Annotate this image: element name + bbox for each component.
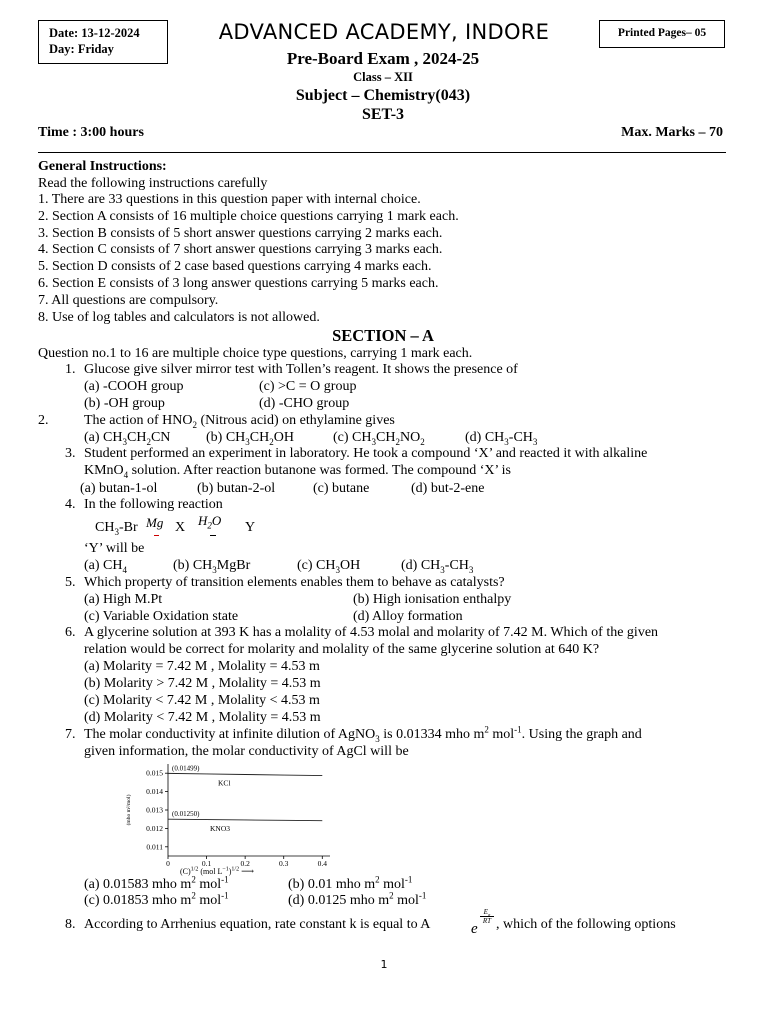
q7-option-d: (d) 0.0125 mho $m^2$ mol$^{-1}$ [288,890,427,908]
q5-option-a: (a) High M.Pt [84,592,163,607]
q8-exponent: $E_a$ RT [480,908,494,925]
q4-intermediate-x: X [175,520,186,535]
instruction-item: 1. There are 33 questions in this question paper with internal choice. [38,192,421,207]
q4-arrow-mark [154,531,159,536]
q1-options-row1 [0,379,768,396]
q4-options [0,558,768,575]
q4-arrow-mark [210,535,216,536]
q5-option-d: (d) Alloy formation [353,609,463,624]
q1-number: 1. [65,362,76,377]
series-name-label: KCl [218,778,231,788]
instruction-item: 6. Section E consists of 3 long answer questions carrying 5 marks each. [38,275,439,291]
instruction-item: 3. Section B consists of 5 short answer questions carrying 2 marks each. [38,225,443,241]
q7-options-row1 [0,874,768,894]
q1-option-b: (b) -OH group [84,396,165,411]
q1-option-c: (c) >C = O group [259,379,357,394]
q3-option-c: (c) butane [313,481,370,496]
q5-number: 5. [65,575,76,590]
q3-option-d: (d) but-2-ene [411,481,485,496]
q6-option-d: (d) Molarity < 7.42 M , Molality = 4.53 m [84,710,321,725]
section-title: SECTION – A [332,326,434,345]
x-tick-label: 0.4 [317,859,327,868]
q8-exp-base: e [471,921,478,937]
printed-pages-box: Printed Pages– 05 [599,20,725,48]
q2-option-b: (b) $CH_3CH_2OH$ [206,430,294,447]
series-intercept-label: (0.01499) [172,764,200,773]
chart-x-axis-label: $(C)^{1/2}$ (mol $L^{-1})^{1/2}$ ⟶ [180,866,254,876]
q3-option-a: (a) butan-1-ol [80,481,158,496]
q6-text-line2: relation would be correct for molarity and molality of the same glycerine solution at 640 K? [84,642,600,657]
x-tick-label: 0.3 [279,859,289,868]
q5-option-c: (c) Variable Oxidation state [84,609,239,624]
q2-text: The action of $HNO_2$ (Nitrous acid) on ethylamine gives [84,413,395,430]
instruction-item: 2. Section A consists of 16 multiple choice questions carrying 1 mark each. [38,208,459,224]
chart-labels [125,764,327,868]
q7-option-b: (b) 0.01 mho $m^2$ mol$^{-1}$ [288,874,413,892]
q4-text: In the following reaction [84,497,223,512]
instruction-item: 4. Section C consists of 7 short answer questions carrying 3 marks each. [38,242,443,258]
series-name-label: KNO3 [210,824,230,834]
q5-options-row1 [0,592,768,609]
page-number: 1 [380,958,388,971]
class-label: Class – XII [353,70,413,84]
y-tick-label: 0.012 [146,823,163,833]
q8-number: 8. [65,917,76,932]
q4-reagent-mg: Mg [146,515,164,530]
q4-product-y: Y [245,520,256,535]
max-marks-label: Max. Marks – 70 [621,125,723,140]
q6-number: 6. [65,625,76,640]
q4-ask: ‘Y’ will be [84,541,145,556]
q6-text-line1: A glycerine solution at 393 K has a molality of 4.53 molal and molarity of 7.42 M. Which of the given [84,625,659,640]
q4-option-a: (a) $CH_4$ [84,558,127,575]
q1-text: Glucose give silver mirror test with Tollen’s reagent. It shows the presence of [84,362,518,377]
q7-text-line1: The molar conductivity at infinite dilution of AgNO$_3$ is 0.01334 mho $m^2$ mol$^{-1}$. Using the graph and [84,724,642,744]
y-tick-label: 0.014 [146,787,163,797]
q4-option-b: (b) $CH_3MgBr$ [173,558,251,575]
section-intro: Question no.1 to 16 are multiple choice type questions, carrying 1 mark each. [38,346,473,361]
x-tick-label: 0.1 [201,859,212,868]
q7-options-row2 [0,890,768,910]
q2-options [0,430,768,447]
y-axis-label: (mho m²/mol) [126,794,132,826]
q5-text: Which property of transition elements enables them to behave as catalysts? [84,575,505,590]
q2-option-c: (c) $CH_3CH_2NO_2$ [333,430,425,447]
x-tick-label: 0.2 [240,859,250,868]
q4-option-d: (d) $CH_3-CH_3$ [401,558,474,575]
y-tick-label: 0.015 [146,768,163,778]
q4-reactant: $CH_3-Br$ [95,520,138,537]
q2-number: 2. [38,413,49,428]
q4-option-c: (c) $CH_3OH$ [297,558,361,575]
q5-option-b: (b) High ionisation enthalpy [353,592,512,607]
school-name: ADVANCED ACADEMY, INDORE [218,20,550,44]
q4-number: 4. [65,497,76,512]
instruction-item: 5. Section D consists of 2 case based questions carrying 4 marks each. [38,259,432,275]
q4-reagent-water: $H_2O$ [198,513,222,531]
y-tick-label: 0.013 [146,805,163,815]
series-line-kno3 [168,819,322,820]
series-line-kcl [168,773,322,775]
q7-option-c: (c) 0.01853 mho $m^2$ mol$^{-1}$ [84,890,229,908]
q6-option-c: (c) Molarity < 7.42 M , Molality < 4.53 m [84,693,320,708]
q8-text-post: , which of the following options [496,917,676,932]
q7-number: 7. [65,727,76,742]
q3-options [0,481,768,498]
q5-options-row2 [0,609,768,626]
q3-text-line2: KMnO$_4$ solution. After reaction butanone was formed. The compound ‘X’ is [84,463,512,480]
q3-text-line1: Student performed an experiment in laboratory. He took a compound ‘X’ and reacted it with alkaline [84,446,648,461]
instruction-item: 8. Use of log tables and calculators is not allowed. [38,309,320,325]
instruction-item: 7. All questions are compulsory. [38,292,219,308]
q3-option-b: (b) butan-2-ol [197,481,276,496]
conductivity-chart [118,760,333,880]
instructions-list [38,192,459,326]
q2-option-a: (a) $CH_3CH_2CN$ [84,430,171,447]
x-tick-label: 0 [166,859,170,868]
q8-text-pre: According to Arrhenius equation, rate constant k is equal to A [84,917,431,932]
q3-number: 3. [65,446,76,461]
q6-option-b: (b) Molarity > 7.42 M , Molality = 4.53 m [84,676,321,691]
time-label: Time : 3:00 hours [38,125,144,140]
exam-title: Pre-Board Exam , 2024-25 [286,49,480,68]
q1-options-row2 [0,396,768,413]
y-tick-label: 0.011 [146,842,163,852]
exam-date: Date: 13-12-2024 [49,26,140,40]
q7-option-a: (a) 0.01583 mho $m^2$ mol$^{-1}$ [84,874,229,892]
series-intercept-label: (0.01250) [172,810,200,819]
q2-option-d: (d) $CH_3-CH_3$ [465,430,538,447]
q7-text-line2: given information, the molar conductivity of AgCl will be [84,744,409,759]
q1-option-d: (d) -CHO group [259,396,350,411]
instructions-title: General Instructions: [38,159,167,174]
q1-option-a: (a) -COOH group [84,379,184,394]
set-label: SET-3 [361,106,405,123]
subject-label: Subject – Chemistry(043) [295,87,471,104]
header-divider [38,152,726,153]
exam-day: Day: Friday [49,42,114,56]
instructions-intro: Read the following instructions carefully [38,176,268,191]
q6-option-a: (a) Molarity = 7.42 M , Molality = 4.53 m [84,659,320,674]
